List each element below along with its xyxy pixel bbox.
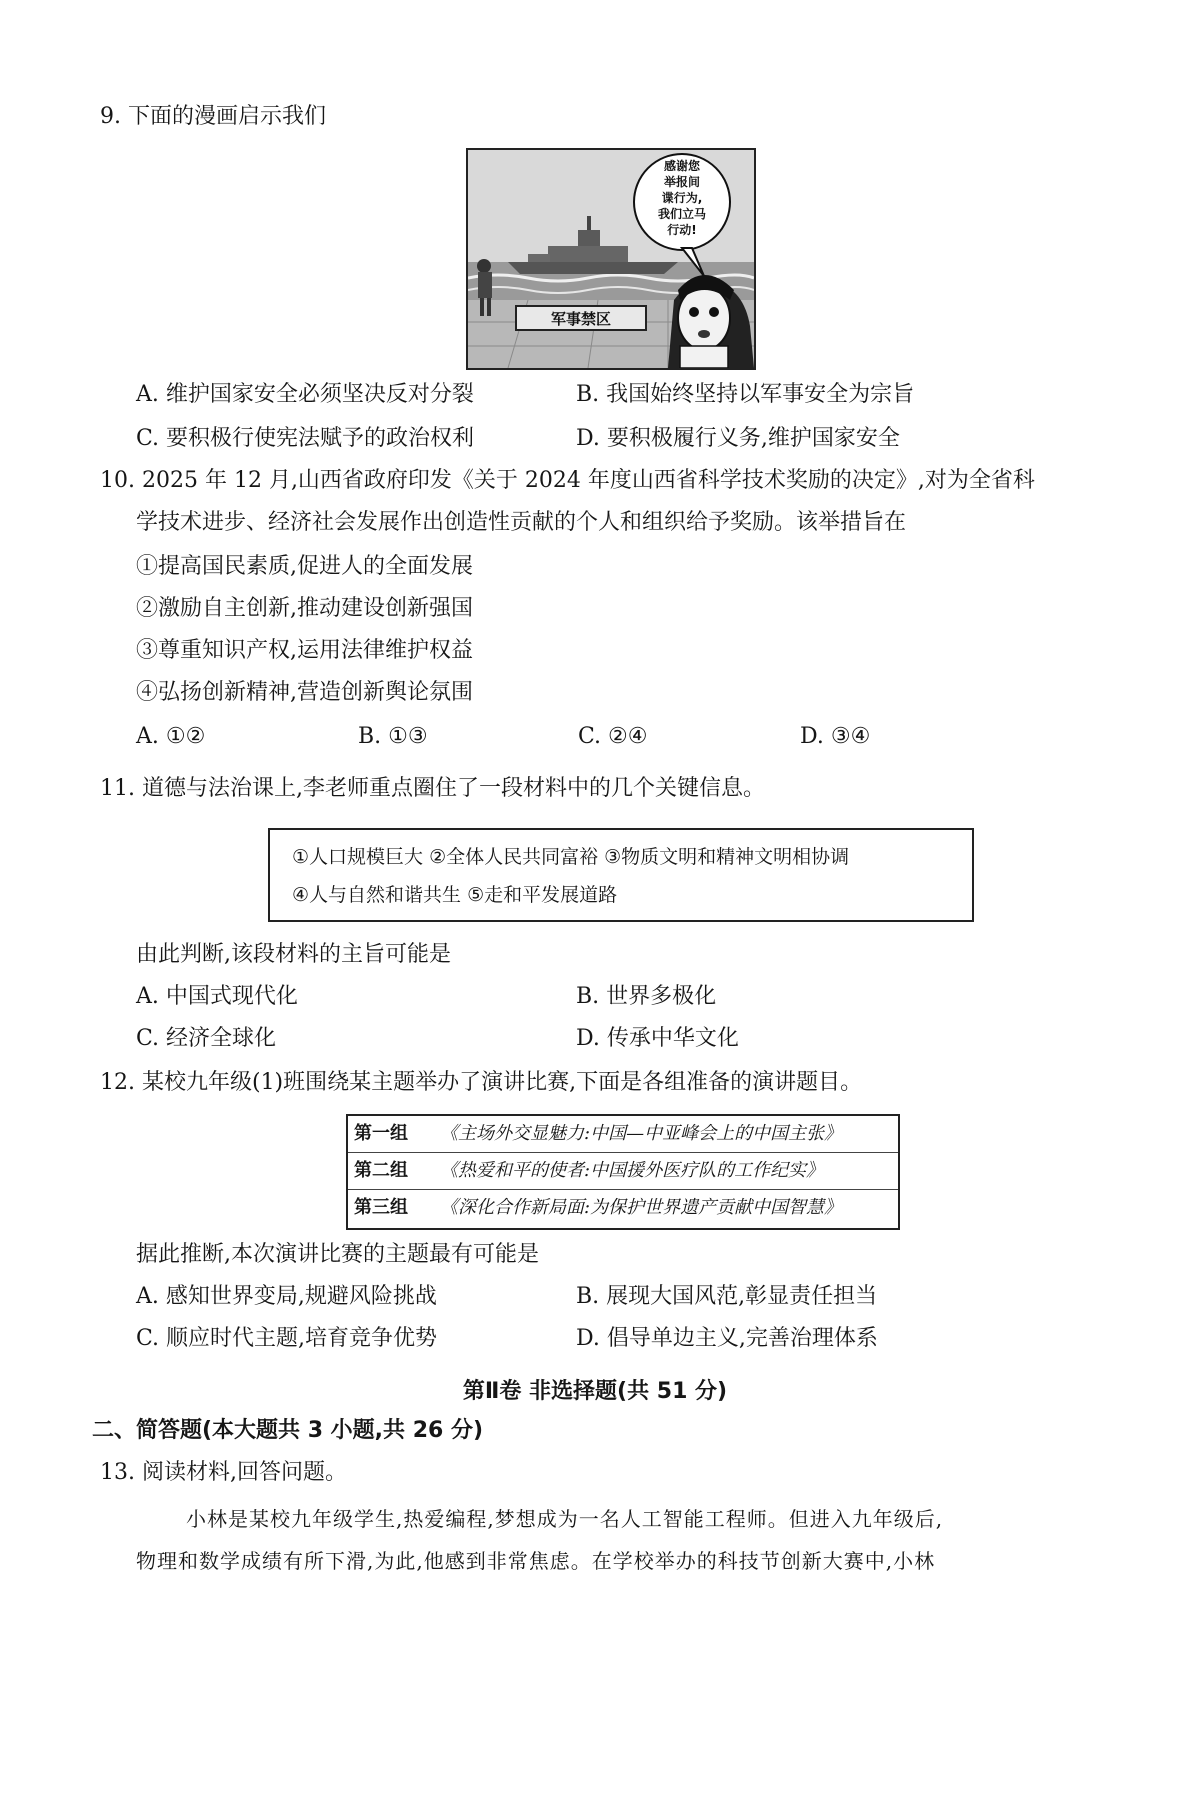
svg-text:谍行为,: 谍行为, (661, 191, 703, 205)
q10-item-2: ②激励自主创新,推动建设创新强国 (136, 596, 473, 621)
part2-title: 第Ⅱ卷 非选择题(共 51 分) (462, 1379, 728, 1404)
q12-group-row (348, 1190, 898, 1226)
svg-text:我们立马: 我们立马 (657, 207, 707, 221)
q12-option-b[interactable]: B. 展现大国风范,彰显责任担当 (576, 1284, 878, 1309)
q11-keyword-box (268, 828, 974, 922)
q12-group-name: 第二组 (354, 1160, 408, 1181)
q13-material-line1: 小林是某校九年级学生,热爱编程,梦想成为一名人工智能工程师。但进入九年级后, (186, 1507, 944, 1531)
q12-group-title: 《热爱和平的使者:中国援外医疗队的工作纪实》 (440, 1160, 825, 1181)
q10-item-4: ④弘扬创新精神,营造创新舆论氛围 (136, 680, 473, 705)
q11-option-d[interactable]: D. 传承中华文化 (576, 1026, 739, 1051)
q11-keywords-row2: ④人与自然和谐共生 ⑤走和平发展道路 (292, 884, 618, 906)
svg-text:感谢您: 感谢您 (663, 159, 701, 173)
q12-group-title: 《深化合作新局面:为保护世界遗产贡献中国智慧》 (440, 1197, 843, 1218)
q11-stem: 11. 道德与法治课上,李老师重点圈住了一段材料中的几个关键信息。 (100, 776, 765, 801)
q12-option-a[interactable]: A. 感知世界变局,规避风险挑战 (136, 1284, 437, 1309)
q13-stem: 13. 阅读材料,回答问题。 (100, 1460, 347, 1485)
q9-option-c[interactable]: C. 要积极行使宪法赋予的政治权利 (136, 426, 475, 451)
q9-cartoon-image (466, 148, 756, 370)
q10-stem-line1: 10. 2025 年 12 月,山西省政府印发《关于 2024 年度山西省科学技术奖励的决定》,对为全省科 (100, 468, 1035, 493)
q9-stem: 9. 下面的漫画启示我们 (100, 104, 326, 129)
svg-text:行动!: 行动! (667, 223, 697, 237)
q11-question: 由此判断,该段材料的主旨可能是 (136, 942, 451, 967)
q10-item-1: ①提高国民素质,促进人的全面发展 (136, 554, 473, 579)
restricted-zone-sign: 军事禁区 (550, 310, 612, 328)
q12-stem: 12. 某校九年级(1)班围绕某主题举办了演讲比赛,下面是各组准备的演讲题目。 (100, 1070, 863, 1095)
q12-group-name: 第一组 (354, 1123, 408, 1144)
q11-option-b[interactable]: B. 世界多极化 (576, 984, 717, 1009)
q11-option-a[interactable]: A. 中国式现代化 (136, 984, 298, 1009)
q9-option-b[interactable]: B. 我国始终坚持以军事安全为宗旨 (576, 382, 915, 407)
q12-group-row (348, 1153, 898, 1190)
q10-option-a[interactable]: A. ①② (136, 724, 206, 749)
svg-text:举报间: 举报间 (663, 175, 701, 189)
q11-option-c[interactable]: C. 经济全球化 (136, 1026, 277, 1051)
q9-option-a[interactable]: A. 维护国家安全必须坚决反对分裂 (136, 382, 474, 407)
q11-keywords-row1: ①人口规模巨大 ②全体人民共同富裕 ③物质文明和精神文明相协调 (292, 846, 850, 868)
q10-item-3: ③尊重知识产权,运用法律维护权益 (136, 638, 473, 663)
q12-group-title: 《主场外交显魅力:中国—中亚峰会上的中国主张》 (440, 1123, 843, 1144)
q12-group-name: 第三组 (354, 1197, 408, 1218)
q13-material-line2: 物理和数学成绩有所下滑,为此,他感到非常焦虑。在学校举办的科技节创新大赛中,小林 (136, 1549, 936, 1573)
q9-option-d[interactable]: D. 要积极履行义务,维护国家安全 (576, 426, 900, 451)
q10-option-b[interactable]: B. ①③ (358, 724, 428, 749)
q10-option-c[interactable]: C. ②④ (578, 724, 648, 749)
q10-stem-line2: 学技术进步、经济社会发展作出创造性贡献的个人和组织给予奖励。该举措旨在 (136, 510, 907, 535)
q12-topics-table (346, 1114, 900, 1230)
q12-question: 据此推断,本次演讲比赛的主题最有可能是 (136, 1242, 539, 1267)
q10-option-d[interactable]: D. ③④ (800, 724, 871, 749)
section-heading: 二、简答题(本大题共 3 小题,共 26 分) (92, 1418, 484, 1443)
q12-group-row (348, 1116, 898, 1153)
q12-option-d[interactable]: D. 倡导单边主义,完善治理体系 (576, 1326, 878, 1351)
q12-option-c[interactable]: C. 顺应时代主题,培育竞争优势 (136, 1326, 438, 1351)
